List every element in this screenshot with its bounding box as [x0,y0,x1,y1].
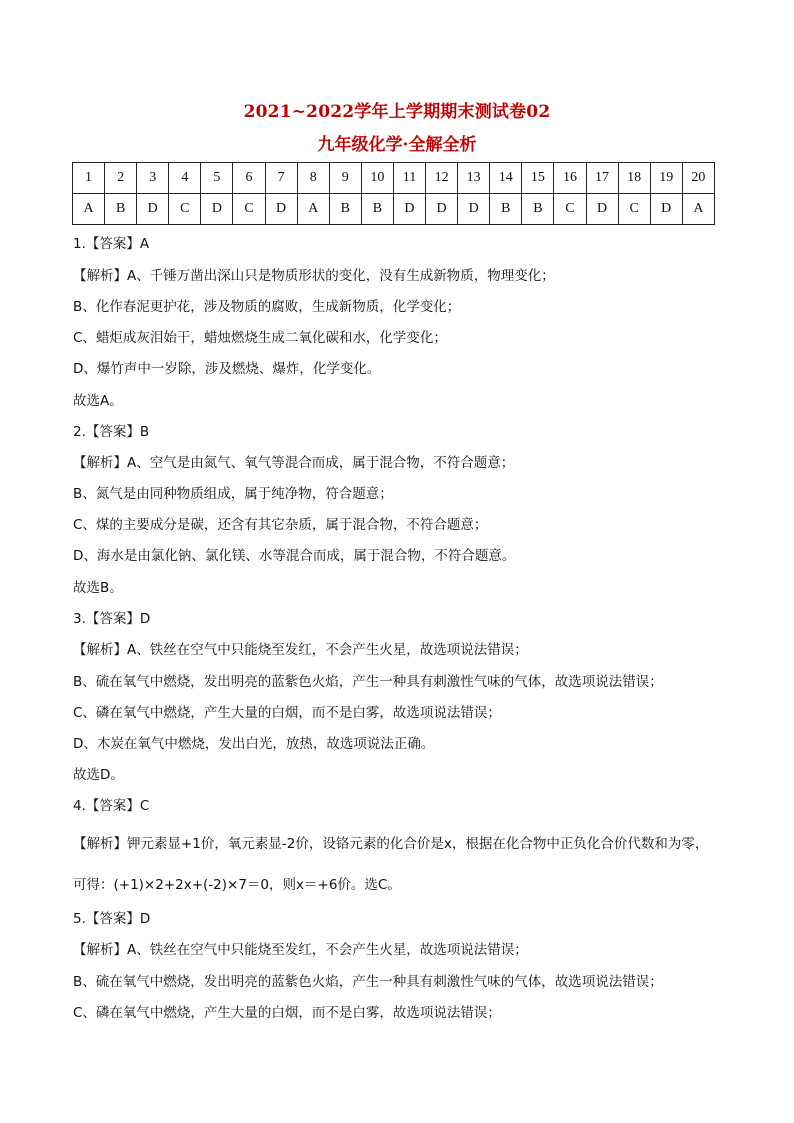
analysis-line: D、木炭在氧气中燃烧，发出白光，放热，故选项说法正确。 [73,736,435,752]
analysis-line: C、蜡炬成灰泪始干，蜡烛燃烧生成二氧化碳和水，化学变化； [73,330,447,346]
page-title: 2021~2022学年上学期期末测试卷02 [243,102,551,122]
answer-cell: C [169,194,201,225]
page-subtitle: 九年级化学·全解全析 [317,135,477,155]
answer-cell: A [297,194,329,225]
answer-cell: C [233,194,265,225]
answer-cell: B [329,194,361,225]
question-number-cell: 3 [137,163,169,194]
analysis-line: B、硫在氧气中燃烧，发出明亮的蓝紫色火焰，产生一种具有刺激性气味的气体，故选项说法错误； [73,674,663,690]
answer-cell: D [426,194,458,225]
analysis-line: 【解析】钾元素显+1价，氧元素显-2价，设铬元素的化合价是x，根据在化合物中正负化合价代数和为零， [73,836,709,852]
answer-cell: D [137,194,169,225]
answer-cell: B [490,194,522,225]
analysis-line: D、海水是由氯化钠、氯化镁、水等混合而成，属于混合物，不符合题意。 [73,548,516,564]
question-number-cell: 11 [393,163,425,194]
answer-line: 4.【答案】C [73,798,150,814]
answer-line: 3.【答案】D [73,611,151,627]
answer-cell: B [361,194,393,225]
analysis-line: 【解析】A、铁丝在空气中只能烧至发红，不会产生火星，故选项说法错误； [73,642,528,658]
question-number-cell: 18 [618,163,650,194]
answer-cell: C [554,194,586,225]
question-number-cell: 17 [586,163,618,194]
conclusion-line: 故选D。 [73,767,124,783]
answer-cell: A [682,194,714,225]
analysis-line: B、化作春泥更护花，涉及物质的腐败，生成新物质，化学变化； [73,299,461,315]
analysis-line: 可得：(+1)×2+2x+(-2)×7＝0，则x＝+6价。选C。 [73,877,401,893]
analysis-line: C、磷在氧气中燃烧，产生大量的白烟，而不是白雾，故选项说法错误； [73,705,501,721]
question-number-cell: 13 [458,163,490,194]
question-number-cell: 16 [554,163,586,194]
answer-table-answer-row [73,194,715,225]
question-number-cell: 10 [361,163,393,194]
question-number-cell: 14 [490,163,522,194]
analysis-line: B、硫在氧气中燃烧，发出明亮的蓝紫色火焰，产生一种具有刺激性气味的气体，故选项说法错误； [73,974,663,990]
analysis-line: D、爆竹声中一岁除，涉及燃烧、爆炸，化学变化。 [73,361,381,377]
question-number-cell: 12 [426,163,458,194]
analysis-line: 【解析】A、空气是由氮气、氧气等混合而成，属于混合物，不符合题意； [73,455,515,471]
answer-line: 2.【答案】B [73,424,150,440]
analysis-line: 【解析】A、千锤万凿出深山只是物质形状的变化，没有生成新物质，物理变化； [73,268,555,284]
answer-cell: D [393,194,425,225]
answer-cell: C [618,194,650,225]
answer-cell: D [201,194,233,225]
conclusion-line: 故选B。 [73,580,123,596]
question-number-cell: 15 [522,163,554,194]
answer-table [72,162,715,225]
answer-cell: D [650,194,682,225]
question-number-cell: 7 [265,163,297,194]
answer-cell: D [265,194,297,225]
question-number-cell: 4 [169,163,201,194]
question-number-cell: 1 [73,163,105,194]
conclusion-line: 故选A。 [73,393,123,409]
answer-line: 1.【答案】A [73,236,150,252]
question-number-cell: 20 [682,163,714,194]
question-number-cell: 5 [201,163,233,194]
question-number-cell: 6 [233,163,265,194]
answer-cell: A [73,194,105,225]
answer-table-number-row [73,163,715,194]
answer-cell: B [105,194,137,225]
question-number-cell: 8 [297,163,329,194]
answer-line: 5.【答案】D [73,911,151,927]
analysis-line: B、氮气是由同种物质组成，属于纯净物，符合题意； [73,486,393,502]
answer-cell: D [586,194,618,225]
answer-cell: D [458,194,490,225]
question-number-cell: 2 [105,163,137,194]
analysis-line: 【解析】A、铁丝在空气中只能烧至发红，不会产生火星，故选项说法错误； [73,942,528,958]
question-number-cell: 19 [650,163,682,194]
analysis-line: C、煤的主要成分是碳，还含有其它杂质，属于混合物，不符合题意； [73,517,488,533]
analysis-line: C、磷在氧气中燃烧，产生大量的白烟，而不是白雾，故选项说法错误； [73,1005,501,1021]
answer-cell: B [522,194,554,225]
question-number-cell: 9 [329,163,361,194]
